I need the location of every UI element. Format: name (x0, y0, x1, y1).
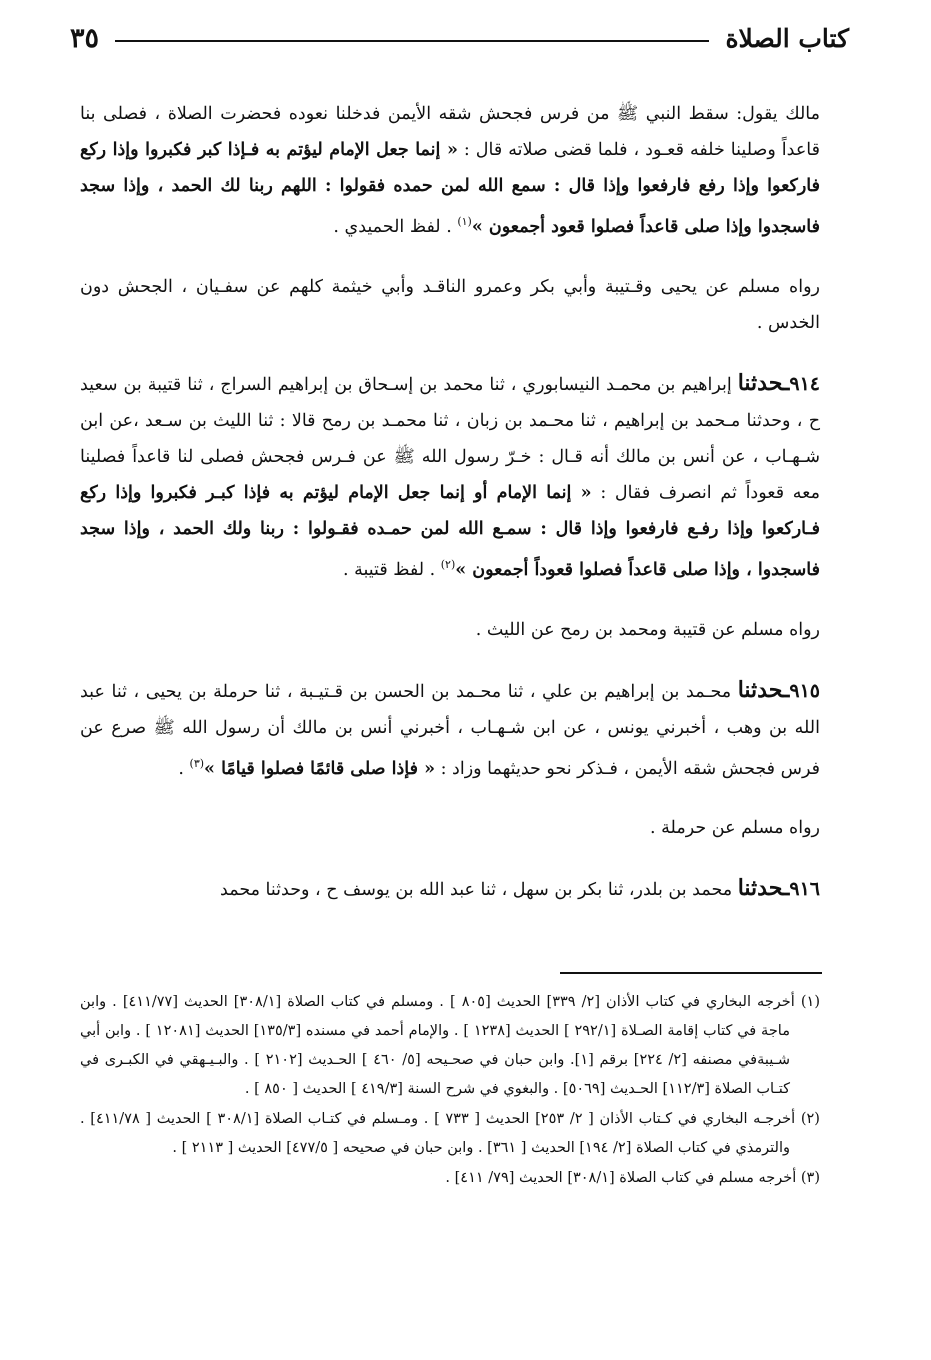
footnote-3: (٣) أخرجه مسلم في كتاب الصلاة [٣٠٨/١] الحديث [٧٩/ ٤١١] . (445, 1170, 820, 1186)
isnad-text: محـمد بن إبراهيم بن علي ، ثنا محـمد بن الحسن بن قـتيـبة ، ثنا حرملة بن يحيى ، ثنا عبد الله بن وهب ، أخبرني يونس ، عن ابن شـهـاب ، أخبرني أنس بن مالك أن رسول الله ﷺ صرع عن فرس فجحش شقه الأيمن ، فـذكر نحو حديثهما وزاد : (80, 681, 820, 779)
footnote-separator (560, 972, 822, 974)
narration-text: مالك يقول: سقط النبي ﷺ من فرس فجحش شقه الأيمن فدخلنا نعوده فحضرت الصلاة ، فصلى بنا قاعداً وصلينا خلفه قعـود ، فلما قضى صلاته قال : (80, 104, 820, 160)
paragraph-hadith-916 (80, 870, 820, 908)
header-rule (115, 40, 709, 42)
footnote-marker: (١) (457, 215, 472, 228)
paragraph-riwaya-harmala: رواه مسلم عن حرملة . (650, 818, 820, 839)
footnotes (80, 988, 820, 1194)
hadith-quote: « فإذا صلى قائمًا فصلوا قيامًا » (204, 758, 436, 779)
footnote-marker: (٣) (189, 756, 205, 770)
isnad-text: إبراهيم بن محمـد النيسابوري ، ثنا محمد بن إسـحاق بن إبراهيم السراج ، ثنا قتيبة بن سعيد ح ، وحدثنا مـحمد بن إبراهيم ، ثنا محـمد بن زبان ، ثنا محمـد بن رمح قالا : ثنا الليث بن سـعد ،عن ابن شـهـاب ، عن أنس بن مالك أنه قـال : خـرّ رسول الله ﷺ عن فـرس فجحش فصلى لنا قاعداً فصلينا معه قعوداً ثم انصرف فقال : (80, 374, 820, 503)
paragraph-hadith-915 (80, 672, 820, 787)
paragraph-riwaya-muslim: رواه مسلم عن يحيى وقـتيبة وأبي بكر وعمرو الناقـد وأبي خيثمة كلهم عن سفـيان ، الجحش دون الخدس . (80, 276, 820, 333)
hadith-quote: « إنما جعل الإمام ليؤتم به فـإذا كبر فكبروا وإذا ركع فاركعوا وإذا رفع فارفعوا وإذا قال : سمع الله لمن حمده فقولوا : اللهم ربنا لك الحمد ، وإذا سجد فاسجدوا وإذا صلى قاعداً فصلوا قعود أجمعون » (80, 140, 820, 237)
running-title: كتاب الصلاة (725, 23, 849, 53)
footnote-2: (٢) أخرجـه البخاري في كـتاب الأذان [ ٢/ ٢٥٣] الحديث [ ٧٣٣ ] . ومـسلم في كتـاب الصلاة [٣٠٨/١ ] الحديث [ ٤١١/٧٨] . والترمذي في كتاب الصلاة [٢/ ١٩٤] الحديث [ ٣٦١] . وابن حبان في صحيحه [ ٤٧٧/٥] الحديث [ ٢١١٣ ] . (80, 1111, 820, 1156)
closing-punctuation: . (178, 758, 190, 779)
main-text (80, 96, 820, 922)
hadith-quote: « إنما الإمام أو إنما جعل الإمام ليؤتم به فإذا كبـر فكبروا وإذا ركع فـاركعوا وإذا رفـع فارفعوا وإذا قال : سمـع الله لمن حمـده فقـولوا : ربنا ولك الحمد ، وإذا سجد فاسجدوا ، وإذا صلى قاعداً فصلوا قعوداً أجمعون » (80, 482, 820, 580)
isnad-text: محمد بن بلدر، ثنا بكر بن سهل ، ثنا عبد الله بن يوسف ح ، وحدثنا محمد (220, 880, 738, 901)
footnote-marker: (٢) (440, 557, 456, 571)
paragraph-hadith-914 (80, 365, 820, 588)
page-number: ٣٥ (70, 22, 100, 54)
paragraph-hadith-913-continued (80, 96, 820, 245)
hadith-number: ٩١٤ (789, 372, 820, 395)
page-header (70, 18, 849, 58)
wording-note: . لفظ قتيبة . (342, 559, 441, 580)
hadathana-keyword: ـحدثنا (737, 369, 790, 396)
paragraph-riwaya-qutayba: رواه مسلم عن قتيبة ومحمد بن رمح عن الليث . (475, 619, 820, 640)
hadathana-keyword: ـحدثنا (737, 676, 790, 703)
hadith-number: ٩١٥ (789, 679, 820, 702)
hadith-number: ٩١٦ (789, 878, 820, 901)
wording-note: . لفظ الحميدي . (333, 216, 458, 237)
hadathana-keyword: ـحدثنا (737, 875, 790, 902)
footnote-1: (١) أخرجه البخاري في كتاب الأذان [٢/ ٣٣٩] الحديث [٨٠٥ ] . ومسلم في كتاب الصلاة [٣٠٨/١] الحديث [٤١١/٧٧] . وابن ماجة في كتاب إقامة الصـلاة [٢٩٢/١ ] الحديث [١٢٣٨ ] . والإمام أحمد في مسنده [١٣٥/٣] الحديث [١٢٠٨١ ] . وابن أبي شـيبةفي مصنفه [٢/ ٢٢٤] برقم [١]. وابن حبان في صحـيحه [٥/ ٤٦٠ ] الحـديث [٢١٠٢ ] . والبـيـهقي في الكبـرى في كتـاب الصلاة [١١٢/٣] الحـديث [٥٠٦٩] . والبغوي في شرح السنة [٤١٩/٣ ] الحديث [ ٨٥٠ ] . (80, 994, 820, 1097)
